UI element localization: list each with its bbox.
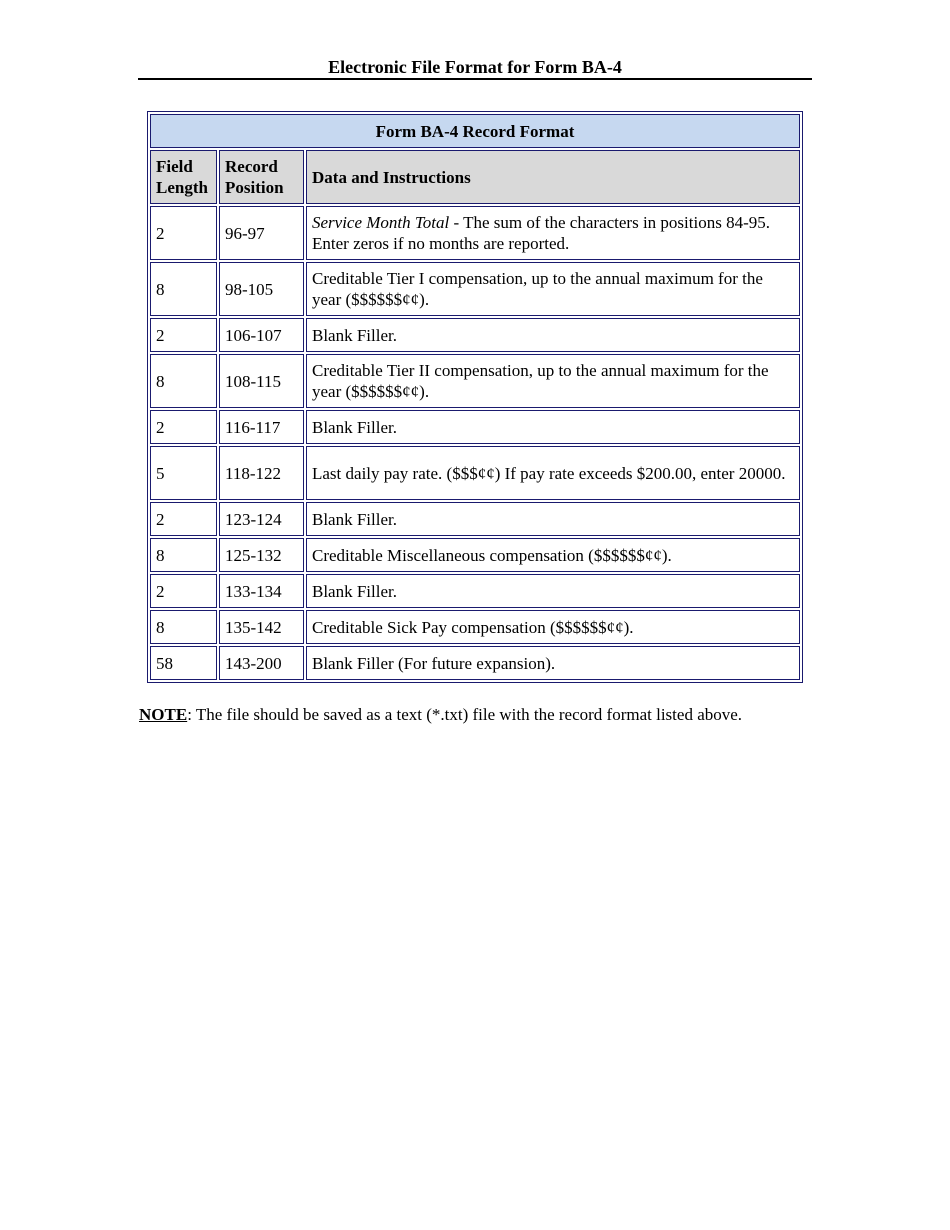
record-format-table bbox=[147, 111, 803, 683]
cell-instructions: Blank Filler. bbox=[306, 318, 800, 352]
cell-instructions: Creditable Sick Pay compensation ($$$$$$¢¢). bbox=[306, 610, 800, 644]
cell-field-length: 2 bbox=[150, 574, 217, 608]
note-label: NOTE bbox=[139, 705, 188, 724]
table-row bbox=[150, 574, 800, 608]
cell-field-length: 8 bbox=[150, 262, 217, 316]
table-row bbox=[150, 610, 800, 644]
cell-instructions: Creditable Miscellaneous compensation ($$$$$$¢¢). bbox=[306, 538, 800, 572]
cell-instructions: Creditable Tier I compensation, up to the annual maximum for the year ($$$$$$¢¢). bbox=[306, 262, 800, 316]
table-row bbox=[150, 206, 800, 260]
cell-record-position: 98-105 bbox=[219, 262, 304, 316]
field-name: Service Month Total bbox=[312, 213, 450, 232]
cell-field-length: 2 bbox=[150, 410, 217, 444]
cell-record-position: 135-142 bbox=[219, 610, 304, 644]
cell-instructions bbox=[306, 206, 800, 260]
cell-field-length: 8 bbox=[150, 610, 217, 644]
table-row bbox=[150, 262, 800, 316]
cell-instructions: Blank Filler (For future expansion). bbox=[306, 646, 800, 680]
cell-instructions: Blank Filler. bbox=[306, 410, 800, 444]
cell-field-length: 8 bbox=[150, 354, 217, 408]
table-row bbox=[150, 354, 800, 408]
cell-field-length: 8 bbox=[150, 538, 217, 572]
table-row bbox=[150, 318, 800, 352]
cell-field-length: 5 bbox=[150, 446, 217, 500]
cell-instructions: Last daily pay rate. ($$$¢¢) If pay rate exceeds $200.00, enter 20000. bbox=[306, 446, 800, 500]
header-divider bbox=[138, 78, 812, 80]
page-title: Electronic File Format for Form BA-4 bbox=[328, 57, 622, 77]
table-caption: Form BA-4 Record Format bbox=[150, 114, 800, 148]
cell-instructions: Blank Filler. bbox=[306, 574, 800, 608]
cell-field-length: 2 bbox=[150, 318, 217, 352]
cell-record-position: 116-117 bbox=[219, 410, 304, 444]
cell-record-position: 123-124 bbox=[219, 502, 304, 536]
cell-record-position: 106-107 bbox=[219, 318, 304, 352]
cell-record-position: 125-132 bbox=[219, 538, 304, 572]
table-row bbox=[150, 410, 800, 444]
cell-record-position: 108-115 bbox=[219, 354, 304, 408]
cell-field-length: 2 bbox=[150, 206, 217, 260]
header-field-length: Field Length bbox=[150, 150, 217, 204]
table-row bbox=[150, 502, 800, 536]
header-data-instructions: Data and Instructions bbox=[306, 150, 800, 204]
header-record-position: Record Position bbox=[219, 150, 304, 204]
cell-instructions: Creditable Tier II compensation, up to the annual maximum for the year ($$$$$$¢¢). bbox=[306, 354, 800, 408]
note-text: : The file should be saved as a text (*.txt) file with the record format listed above. bbox=[187, 705, 743, 724]
cell-record-position: 143-200 bbox=[219, 646, 304, 680]
cell-record-position: 133-134 bbox=[219, 574, 304, 608]
cell-record-position: 118-122 bbox=[219, 446, 304, 500]
cell-field-length: 2 bbox=[150, 502, 217, 536]
instruction-text: - The sum of the characters in positions 84-95. Enter zeros if no months are reported. bbox=[312, 213, 770, 253]
cell-field-length: 58 bbox=[150, 646, 217, 680]
note-paragraph bbox=[139, 704, 839, 726]
cell-instructions: Blank Filler. bbox=[306, 502, 800, 536]
table-row bbox=[150, 446, 800, 500]
cell-record-position: 96-97 bbox=[219, 206, 304, 260]
table-row bbox=[150, 646, 800, 680]
table-row bbox=[150, 538, 800, 572]
